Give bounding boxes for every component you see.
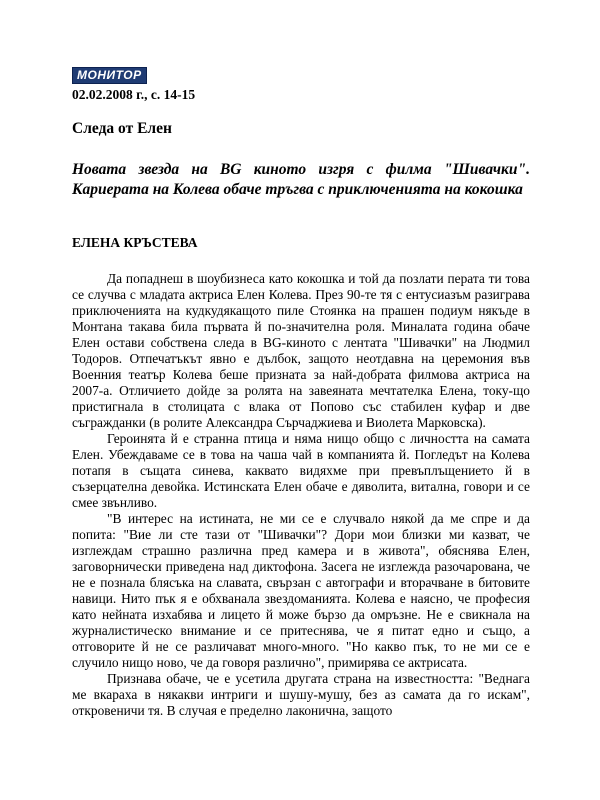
article-headline: Следа от Елен [72, 120, 172, 137]
article-page [72, 66, 530, 719]
article-body [72, 271, 530, 719]
newspaper-logo: МОНИТОР [72, 67, 147, 84]
body-paragraph: Да попаднеш в шоубизнеса като кокошка и той да позлати перата ти това се случва с младата актриса Елен Колева. През 90-те тя с ентусиазъм разиграва приключенията на кудкудякащото пиле Стоянка на прашен подиум някъде в Монтана такава била първата й по-значителна роля. Миналата година обаче Елен остави собствена следа в BG-киното с лентата "Шивачки" на Людмил Тодоров. Отпечатъкът явно е дълбок, защото неотдавна на церемония във Военния театър Колева беше призната за най-добрата филмова актриса на 2007-а. Отличието дойде за ролята на завеяната мечтателка Елена, току-що пристигнала в столицата с влака от Попово със стабилен куфар и две съгражданки (в ролите Александра Сърчаджиева и Виолета Марковска). [72, 271, 530, 430]
source-date-line: 02.02.2008 г., с. 14-15 [72, 87, 196, 102]
body-paragraph: "В интерес на истината, не ми се е случвало някой да ме спре и да попита: "Вие ли сте тази от "Шивачки"? Дори мои близки ми казват, че изглеждам страшно различна пред камера и в живота", обяснява Елен, заговорнически приведена над диктофона. Засега не изглежда разочарована, че не е познала блясъка на славата, свързан с автографи и вторачване в битовите навици. Нито пък я е обхванала звездоманията. Колева е наясно, че професия като нейната изхабява и лицето й може бързо да омръзне. Не е свикнала на журналистическо внимание и се притеснява, че я питат едно и също, а отговорите й не се различават много-много. "Но какво пък, то не ми се е случило нищо ново, че да говоря различно", примирява се актрисата. [72, 511, 530, 670]
article-lead: Новата звезда на BG киното изгря с филма "Шивачки". Кариерата на Колева обаче тръгва с приключенията на кокошка [72, 161, 530, 198]
body-paragraph: Признава обаче, че е усетила другата страна на известността: "Веднага ме вкараха в някакви интриги и шушу-мушу, без аз самата да го искам", откровеничи тя. В случая е пределно лаконична, защото [72, 671, 530, 718]
article-author: ЕЛЕНА КРЪСТЕВА [72, 235, 198, 250]
body-paragraph: Героинята й е странна птица и няма нищо общо с личността на самата Елен. Убеждаваме се в това на чаша чай в компанията й. Погледът на Колева потапя в същата синева, каквато видяхме при превъплъщението й в съзерцателна девойка. Истинската Елен обаче е дяволита, витална, говори и се смее звънливо. [72, 431, 530, 510]
